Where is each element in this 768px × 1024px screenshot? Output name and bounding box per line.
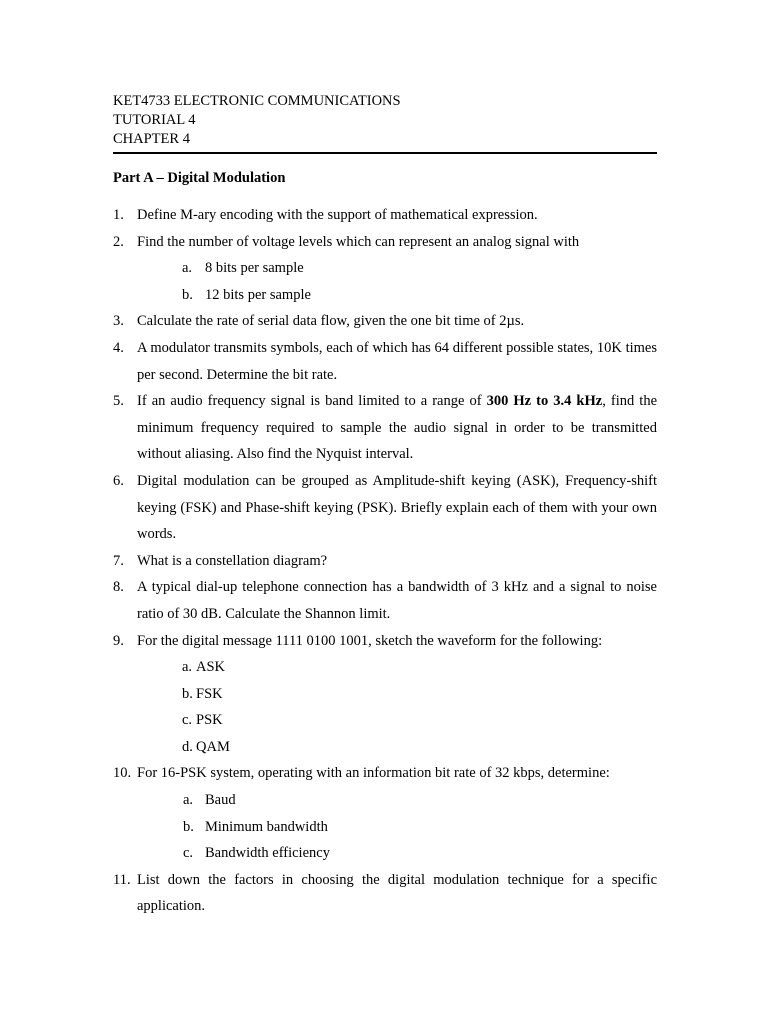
question-11 [113, 867, 657, 920]
question-number: 7. [113, 552, 124, 569]
sub-question-text: 12 bits per sample [205, 286, 311, 303]
question-text: Define M-ary encoding with the support of mathematical expression. [137, 207, 538, 223]
sub-question-text: PSK [196, 712, 223, 729]
sub-question-label: a. [182, 260, 193, 277]
sub-question-text: Minimum bandwidth [205, 818, 328, 835]
sub-question [137, 255, 657, 282]
question-9 [113, 628, 657, 761]
question-3 [113, 308, 657, 335]
tutorial-label: TUTORIAL 4 [113, 112, 196, 128]
header-divider [113, 152, 657, 154]
sub-question-label: a. [183, 792, 194, 809]
chapter-label: CHAPTER 4 [113, 131, 190, 147]
sub-question-label: b. [182, 286, 193, 303]
question-number: 9. [113, 632, 124, 649]
question-text: List down the factors in choosing the digital modulation technique for a specific application. [137, 871, 657, 915]
question-number: 6. [113, 472, 124, 489]
sub-question [137, 814, 657, 841]
question-number: 2. [113, 233, 124, 250]
sub-question-list [137, 255, 657, 308]
question-text-start: If an audio frequency signal is band limited to a range of [137, 393, 487, 410]
sub-question-label: c. [182, 712, 193, 729]
sub-question-label: b. [183, 818, 194, 835]
question-number: 4. [113, 339, 124, 356]
question-7 [113, 548, 657, 575]
question-6 [113, 468, 657, 548]
question-number: 11. [113, 871, 131, 888]
sub-question-text: Bandwidth efficiency [205, 845, 330, 862]
sub-question-list [137, 654, 657, 760]
sub-question [137, 840, 657, 867]
question-text: What is a constellation diagram? [137, 552, 328, 569]
sub-question-label: b. [182, 685, 193, 702]
question-10 [113, 760, 657, 866]
sub-question [137, 707, 657, 734]
question-number: 10. [113, 765, 132, 782]
question-number: 5. [113, 393, 124, 410]
sub-question-text: FSK [196, 685, 223, 702]
sub-question-label: a. [182, 659, 193, 676]
course-title: KET4733 ELECTRONIC COMMUNICATIONS [113, 93, 401, 109]
question-text: Calculate the rate of serial data flow, given the one bit time of 2µs. [137, 313, 525, 330]
sub-question [137, 681, 657, 708]
question-text: A modulator transmits symbols, each of which has 64 different possible states, 10K times per second. Determine the bit rate. [137, 339, 657, 383]
question-list [113, 202, 657, 920]
part-title: Part A – Digital Modulation [113, 170, 286, 186]
question-4 [113, 335, 657, 388]
sub-question-list [137, 787, 657, 867]
question-text: Digital modulation can be grouped as Amplitude-shift keying (ASK), Frequency-shift keying (FSK) and Phase-shift keying (PSK). Briefly explain each of them with your own words. [137, 472, 657, 543]
document-page [113, 92, 657, 920]
sub-question-text: ASK [196, 659, 226, 676]
sub-question-label: c. [183, 845, 194, 862]
question-8 [113, 574, 657, 627]
sub-question [137, 654, 657, 681]
sub-question-label: d. [182, 738, 193, 755]
question-text-end: , find the minimum frequency required to sample the audio signal in order to be transmitted without aliasing. Also find the Nyquist interval. [137, 393, 657, 463]
question-text: Find the number of voltage levels which can represent an analog signal with [137, 233, 580, 250]
sub-question [137, 787, 657, 814]
question-text: For 16-PSK system, operating with an information bit rate of 32 kbps, determine: [137, 765, 610, 782]
sub-question-text: QAM [196, 738, 230, 755]
frequency-range: 300 Hz to 3.4 kHz [486, 393, 603, 410]
sub-question [137, 734, 657, 761]
question-number: 3. [113, 313, 124, 330]
sub-question-text: 8 bits per sample [205, 260, 304, 277]
question-text: For the digital message 1111 0100 1001, sketch the waveform for the following: [137, 632, 603, 649]
question-number: 1. [113, 207, 124, 223]
question-2 [113, 229, 657, 309]
question-1 [113, 202, 657, 229]
question-number: 8. [113, 579, 124, 596]
question-text: A typical dial-up telephone connection has a bandwidth of 3 kHz and a signal to noise ratio of 30 dB. Calculate the Shannon limit. [137, 579, 657, 622]
sub-question [137, 282, 657, 309]
sub-question-text: Baud [205, 792, 236, 809]
question-5 [113, 388, 657, 468]
